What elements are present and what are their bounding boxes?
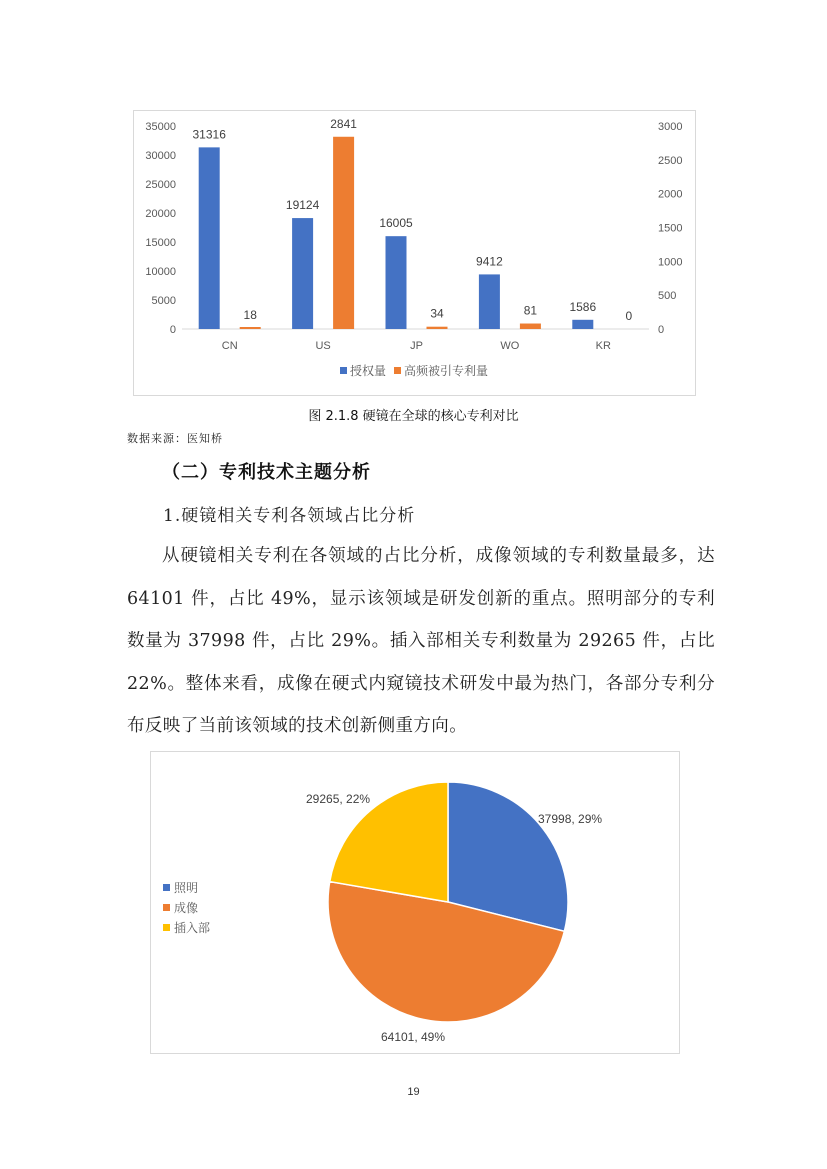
right-axis-tick-label: 1000	[658, 256, 683, 269]
right-axis-tick-label: 2000	[658, 188, 683, 201]
bar-data-label: 34	[430, 306, 444, 321]
bar-高频被引专利量-WO	[520, 324, 541, 329]
left-axis-tick-label: 10000	[145, 266, 176, 278]
bar-data-label: 9412	[476, 254, 503, 269]
left-axis-tick-label: 25000	[145, 179, 176, 191]
category-tick-label: WO	[500, 340, 520, 352]
category-tick-label: JP	[410, 340, 423, 352]
right-axis-tick-label: 1500	[658, 222, 683, 235]
left-axis-tick-label: 30000	[145, 150, 176, 162]
bar-授权量-WO	[479, 274, 500, 329]
bar-data-label: 31316	[192, 127, 226, 142]
legend-entry: 授权量	[350, 364, 387, 378]
legend-swatch	[163, 924, 170, 931]
bar-授权量-CN	[199, 147, 220, 329]
bar-data-label: 19124	[285, 198, 320, 213]
bar-授权量-KR	[572, 320, 593, 329]
category-tick-label: CN	[221, 340, 238, 352]
right-axis-tick-label: 500	[658, 290, 677, 303]
legend-entry: 高频被引专利量	[404, 364, 489, 378]
bar-高频被引专利量-CN	[240, 327, 261, 329]
bar-data-label: 16005	[379, 216, 413, 231]
pie-chart-svg	[151, 752, 679, 1053]
bar-data-label: 1586	[569, 299, 597, 314]
category-tick-label: US	[315, 340, 331, 352]
legend-swatch	[340, 367, 347, 374]
left-axis-tick-label: 0	[169, 324, 176, 336]
legend-swatch	[163, 884, 170, 891]
data-source: 数据来源：医知桥	[127, 432, 223, 445]
bar-data-label: 81	[523, 303, 538, 318]
bar-data-label: 18	[243, 307, 257, 322]
pie-data-label: 64101, 49%	[380, 1030, 446, 1044]
bar-高频被引专利量-JP	[427, 327, 448, 329]
left-axis-tick-label: 5000	[151, 295, 176, 307]
patent-comparison-bar-chart	[133, 110, 696, 396]
legend-entry: 插入部	[174, 921, 211, 935]
bar-授权量-US	[292, 218, 313, 329]
left-axis-tick-label: 35000	[145, 121, 176, 133]
page-number: 19	[407, 1086, 420, 1098]
bar-chart-svg	[134, 111, 695, 395]
legend-entry: 成像	[174, 901, 199, 915]
bar-高频被引专利量-US	[333, 137, 354, 329]
bar-data-label: 2841	[330, 116, 357, 131]
right-axis-tick-label: 3000	[658, 121, 683, 133]
figure-caption: 图 2.1.8 硬镜在全球的核心专利对比	[308, 409, 519, 424]
bar-授权量-JP	[386, 236, 407, 329]
body-paragraph: 从硬镜相关专利在各领域的占比分析，成像领域的专利数量最多，达 64101 件，占比 49%，显示该领域是研发创新的重点。照明部分的专利数量为 37998 件，占比 29%。插入部相关专利数量为 29265 件，占比 22%。整体来看，成像在硬式内窥镜技术研发中最为热门，各部分专利分布反映了当前该领域的技术创新侧重方向。	[127, 546, 715, 736]
section-heading: （二）专利技术主题分析	[162, 462, 371, 483]
bar-data-label: 0	[625, 309, 633, 323]
right-axis-tick-label: 0	[658, 324, 665, 336]
left-axis-tick-label: 15000	[145, 237, 176, 249]
pie-data-label: 37998, 29%	[538, 812, 603, 826]
field-share-pie-chart	[150, 751, 680, 1054]
subsection-heading: 1.硬镜相关专利各领域占比分析	[163, 506, 416, 526]
legend-entry: 照明	[174, 881, 199, 895]
category-tick-label: KR	[595, 340, 611, 352]
left-axis-tick-label: 20000	[145, 208, 176, 220]
legend-swatch	[394, 367, 401, 374]
right-axis-tick-label: 2500	[658, 154, 683, 167]
pie-data-label: 29265, 22%	[306, 792, 371, 806]
legend-swatch	[163, 904, 170, 911]
